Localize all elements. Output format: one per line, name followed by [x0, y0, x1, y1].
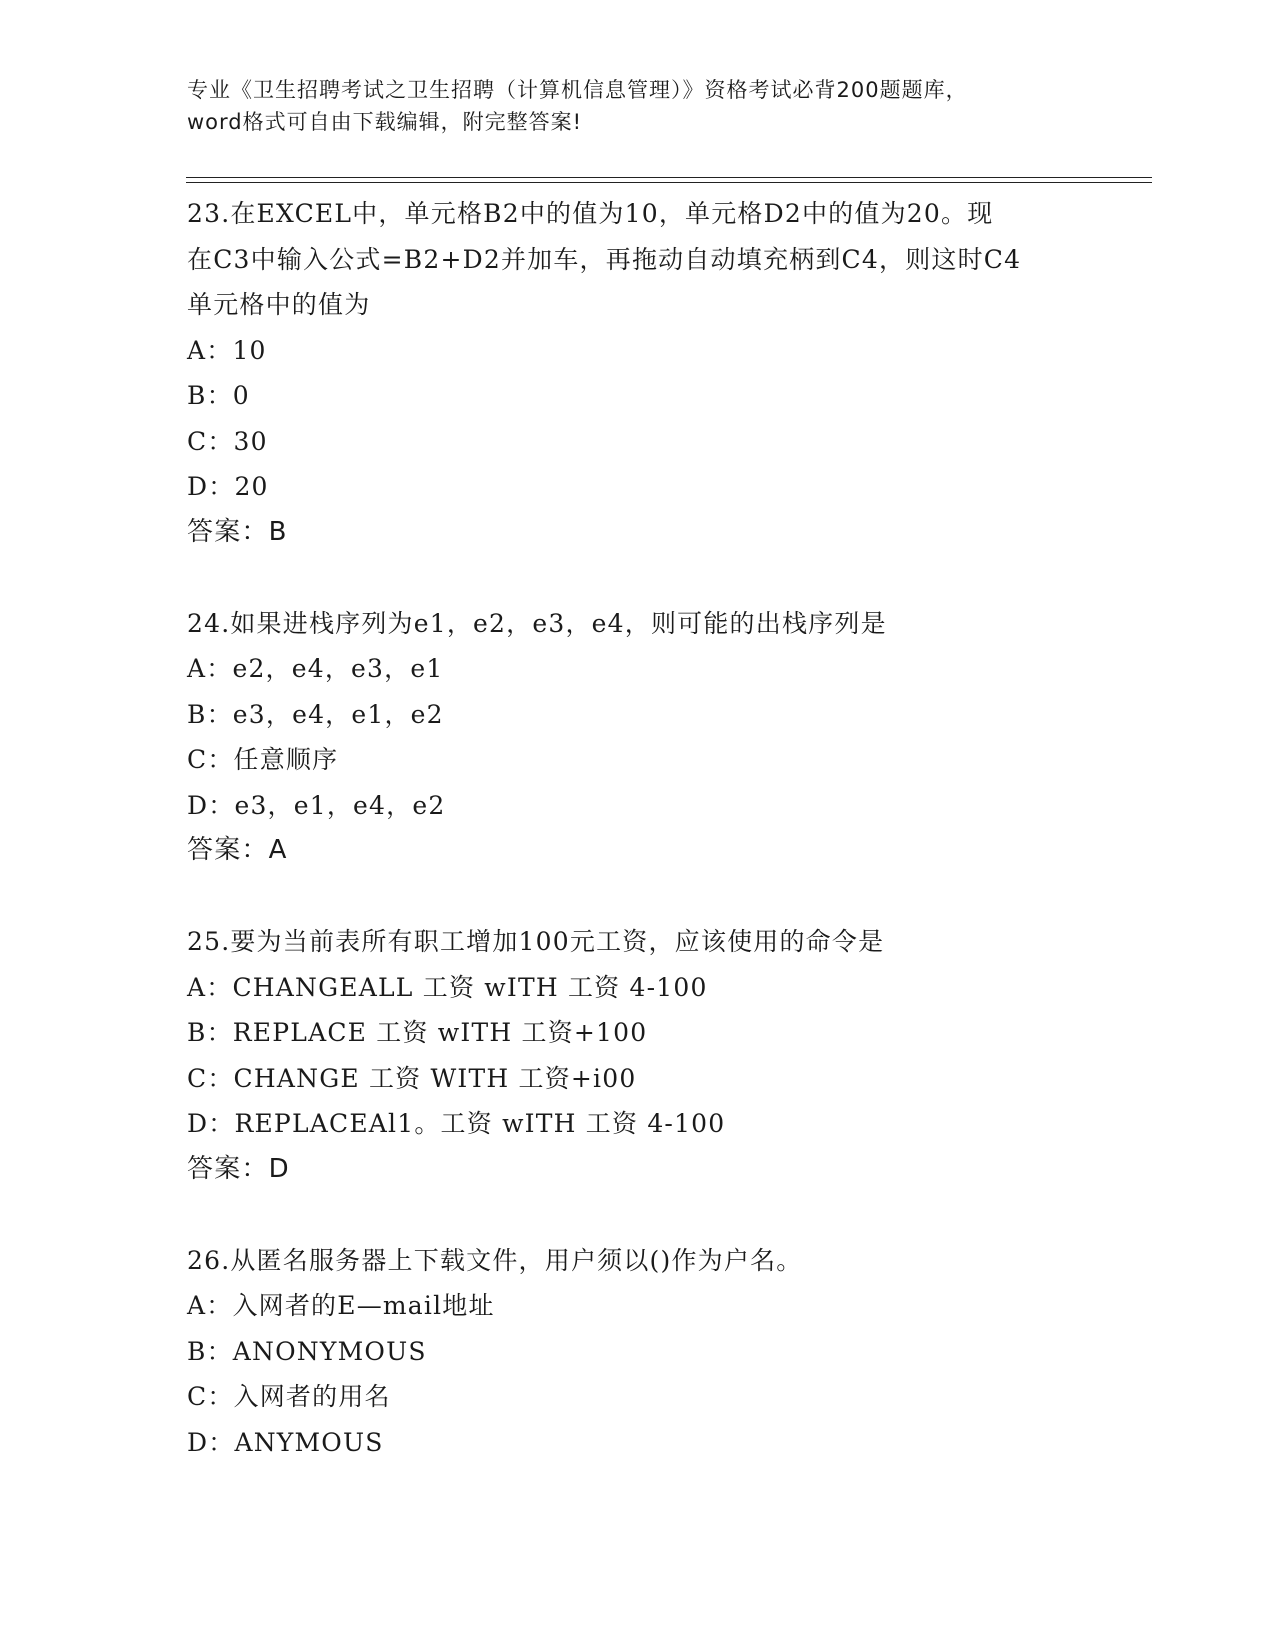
option-d: D：20: [187, 472, 269, 501]
header-divider-top: [186, 177, 1152, 178]
question-24: [187, 601, 1107, 874]
question-23: [187, 191, 1107, 555]
question-stem: 单元格中的值为: [187, 290, 371, 319]
option-a: A：CHANGEALL 工资 wITH 工资 4-100: [187, 972, 708, 1002]
option-d: D：ANYMOUS: [187, 1427, 384, 1457]
question-list: [187, 191, 1107, 1465]
option-d: D：REPLACEAl1。工资 wITH 工资 4-100: [187, 1109, 726, 1138]
header-line-2: word格式可自由下载编辑，附完整答案!: [187, 110, 583, 134]
option-c: C：任意顺序: [187, 745, 339, 774]
question-stem: 23.在EXCEL中，单元格B2中的值为10，单元格D2中的值为20。现: [187, 199, 994, 228]
option-b: B：e3，e4，e1，e2: [187, 699, 444, 729]
option-c: C：30: [187, 426, 268, 456]
spacer: [187, 1192, 1107, 1238]
option-b: B：ANONYMOUS: [187, 1336, 427, 1366]
spacer: [187, 874, 1107, 920]
option-a: A：10: [187, 335, 267, 365]
option-a: A：入网者的E—mail地址: [187, 1291, 495, 1320]
option-c: C：入网者的用名: [187, 1382, 391, 1411]
question-stem: 在C3中输入公式=B2+D2并加车，再拖动自动填充柄到C4，则这时C4: [187, 244, 1022, 274]
option-a: A：e2，e4，e3，e1: [187, 654, 444, 683]
header-divider-bottom: [186, 182, 1152, 183]
answer-label: 答案：A: [187, 835, 288, 865]
answer-label: 答案：D: [187, 1153, 290, 1184]
question-25: [187, 919, 1107, 1192]
question-stem: 26.从匿名服务器上下载文件，用户须以()作为户名。: [187, 1245, 803, 1275]
option-b: B：0: [187, 381, 250, 410]
option-b: B：REPLACE 工资 wITH 工资+100: [187, 1018, 648, 1047]
option-d: D：e3，e1，e4，e2: [187, 790, 446, 820]
question-stem: 24.如果进栈序列为e1，e2，e3，e4，则可能的出栈序列是: [187, 608, 887, 638]
answer-label: 答案：B: [187, 516, 288, 547]
header-line-1: 专业《卫生招聘考试之卫生招聘（计算机信息管理）》资格考试必背200题题库，: [187, 78, 968, 102]
option-c: C：CHANGE 工资 WITH 工资+i00: [187, 1063, 637, 1093]
spacer: [187, 555, 1107, 601]
document-header: [187, 74, 1087, 138]
question-stem: 25.要为当前表所有职工增加100元工资，应该使用的命令是: [187, 927, 885, 956]
question-26: [187, 1238, 1107, 1466]
